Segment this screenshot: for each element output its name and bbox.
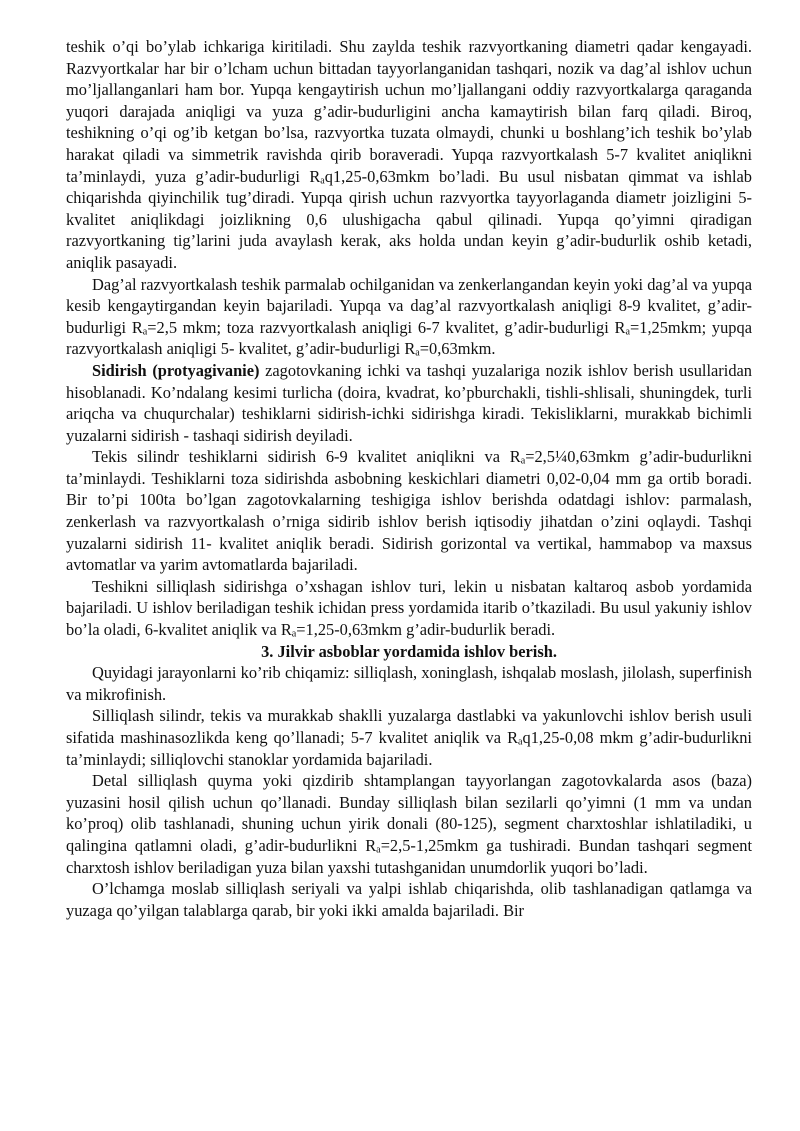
subscript: a — [625, 326, 630, 338]
text-span: teshik o’qi bo’ylab ichkariga kiritiladi. Shu zaylda teshik razvyortkaning diametri qadar kengayadi. Razvyortkalar har bir o’lcham uchun bittadan tayyorlanganidan tashqari, nozik va dag’al ishlov uchun mo’ljallanganlari ham bor. Yupqa kengaytirish uchun mo’ljallangani oddiy razvyortkalarga qaraganda yuqori darajada aniqligi va yuza g’adir-budurligini ancha kamaytirish bilan farq qiladi. Biroq, teshikning o’qi og’ib ketgan bo’lsa, razvyortka tuzata olmaydi, chunki u boshlang’ich teshik bo’ylab harakat qiladi va simmetrik ravishda qirib boraveradi. Yupqa razvyortkalash 5-7 kvalitet aniqlikni ta’minlaydi, yuza g’adir-budurligi R — [66, 37, 752, 186]
term-bold: Sidirish (protyagivanie) — [92, 360, 260, 380]
text-span: q1,25-0,08 mkm g’adir-budurlikni ta’minlaydi; silliqlovchi stanoklar yordamida bajariladi. — [66, 728, 752, 769]
section-heading: 3. Jilvir asboblar yordamida ishlov berish. — [261, 641, 557, 661]
text-span: q1,25-0,63mkm bo’ladi. Bu usul nisbatan qimmat va ishlab chiqarishda qiyinchilik tug’diradi. Yupqa qirish uchun razvyortka tayyorlaganda diametr joizligini 5-kvalitet aniqlikdagi joizlikning 0,6 ulushigacha qabul qilinadi. Yupqa qo’yimni qiradigan razvyortkaning tig’larini juda avaylash kerak, aks holda undan keyin g’adir-budurlik oshib ketadi, aniqlik pasayadi. — [66, 166, 752, 272]
text-span: Quyidagi jarayonlarni ko’rib chiqamiz: silliqlash, xoninglash, ishqalab moslash, jilolash, superfinish va mikrofinish. — [66, 663, 752, 704]
paragraph-jarayonlar — [66, 662, 752, 705]
subscript: a — [291, 628, 297, 640]
paragraph-razvyortka-intro — [66, 36, 752, 274]
text-span: =1,25-0,63mkm g’adir-budurlik beradi. — [296, 620, 556, 640]
text-span: zagotovkaning ichki va tashqi yuzalariga nozik ishlov berish usullaridan hisoblanadi. Ko’ndalang kesimi turlicha (doira, kvadrat, ko’pburchakli, tishli-shlisali, shuningdek, turli ariqcha va chuqurchalar) teshiklarni sidirish-ichki sidirishga kiradi. Tekisliklarni, murakkab bichimli yuzalarni sidirish - tashaqi sidirish deyiladi. — [66, 360, 752, 445]
text-span: Silliqlash silindr, tekis va murakkab shaklli yuzalarga dastlabki va yakunlovchi ishlov berish usuli sifatida mashinasozlikda keng qo’llanadi; 5-7 kvalitet aniqlik va R — [66, 706, 752, 747]
subscript: a — [142, 326, 148, 338]
text-span: Detal silliqlash quyma yoki qizdirib shtamplangan tayyorlangan zagotovkalarda asos (baza) yuzasini hosil qilish uchun qo’llanadi. Bunday silliqlash bilan sezilarli qo’yimni (1 mm va undan ko’proq) olib tashlanadi, shuning uchun yirik donali (80-125), segment charxtoshlar ishlatiladiki, u qalingina qatlamni oladi, g’adir-budurlikni R — [66, 771, 752, 855]
paragraph-teshikni-silliqlash — [66, 576, 752, 641]
text-span: Tekis silindr teshiklarni sidirish 6-9 kvalitet aniqlikni va R — [92, 447, 521, 467]
paragraph-olchamga-moslab — [66, 878, 752, 921]
subscript: a — [320, 175, 325, 187]
text-span: =2,5¼0,63mkm g’adir-budurlikni ta’minlaydi. Teshiklarni toza sidirishda asbobning keskichlari diametri 0,02-0,04 mm ga ortib boradi. Bir to’pi 100ta bo’lgan zagotovkalarning teshigiga ishlov berishda odatdagi ishlov: parmalash, zenkerlash va razvyortkalash o’rniga sidirib ishlov berish iqtisodiy jihatdan o’zini oqlaydi. Tashqi yuzalarni sidirish 11- kvalitet aniqlik beradi. Sidirish gorizontal va vertikal, hammabop va maxsus avtomatlar va yarim avtomatlarda bajariladi. — [66, 447, 752, 575]
paragraph-tekis-silindr — [66, 446, 752, 576]
text-span: Dag’al razvyortkalash teshik parmalab ochilganidan va zenkerlangandan keyin yoki dag’al va yupqa kesib kengaytirgandan keyin bajariladi. Yupqa va dag’al razvyortkalash aniqligi 8-9 kvalitet, g’adir-budurligi R — [66, 274, 752, 337]
paragraph-detal-silliqlash — [66, 770, 752, 878]
subscript: a — [376, 844, 381, 856]
document-page — [66, 36, 752, 921]
text-span: =1,25mkm; yupqa razvyortkalash aniqligi 5- kvalitet, g’adir-budurligi R — [66, 317, 752, 359]
text-span: =2,5 mkm; toza razvyortkalash aniqligi 6-7 kvalitet, g’adir-budurligi R — [147, 317, 626, 337]
subscript: a — [415, 347, 420, 359]
paragraph-silliqlash — [66, 705, 752, 770]
text-span: =0,63mkm. — [419, 339, 496, 359]
paragraph-dagal-razvyortkalash — [66, 274, 752, 360]
paragraph-sidirish — [66, 360, 752, 446]
subscript: a — [520, 455, 526, 467]
text-span: Teshikni silliqlash sidirishga o’xshagan ishlov turi, lekin u nisbatan kaltaroq asbob yordamida bajariladi. U ishlov beriladigan teshik ichidan press yordamida itarib o’tkaziladi. Bu usul yakuniy ishlov bo’la oladi, 6-kvalitet aniqlik va R — [66, 576, 752, 640]
text-span: O’lchamga moslab silliqlash seriyali va yalpi ishlab chiqarishda, olib tashlanadigan qatlamga va yuzaga qo’yilgan talablarga qarab, bir yoki ikki amalda bajariladi. Bir — [66, 879, 752, 920]
subscript: a — [518, 736, 523, 748]
text-span: =2,5-1,25mkm ga tushiradi. Bundan tashqari segment charxtosh ishlov beriladigan yuza bilan yaxshi tutashganidan unumdorlik yuqori bo’ladi. — [66, 835, 752, 877]
